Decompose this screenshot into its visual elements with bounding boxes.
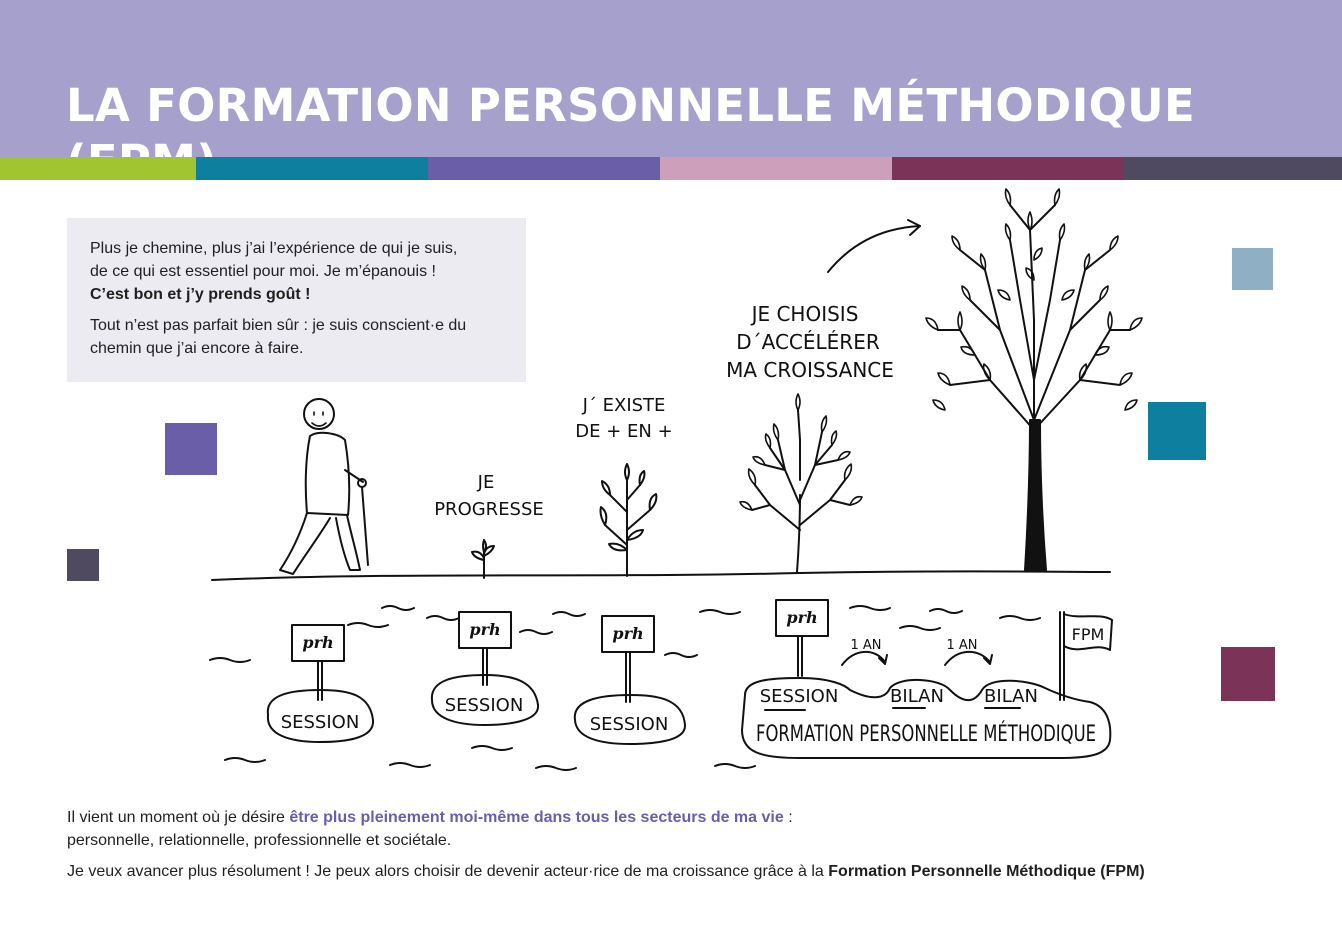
medium-tree (740, 394, 862, 572)
sprout-small (472, 540, 494, 578)
page-title: LA FORMATION PERSONNELLE MÉTHODIQUE (66, 79, 1196, 132)
label-exist-1: J´ EXISTE (582, 395, 666, 416)
session-label-1: SESSION (280, 712, 360, 733)
label-choose-1: JE CHOISIS (751, 302, 859, 326)
growth-arrow (828, 226, 920, 272)
flag-pole (1060, 612, 1064, 700)
footer-paragraph-1 (67, 806, 793, 829)
session-label-4: SESSION (759, 686, 839, 707)
intro-highlight: C’est bon et j’y prends goût ! (90, 286, 311, 303)
session-label-2: SESSION (444, 695, 524, 716)
bilan-label-1: BILAN (890, 686, 944, 707)
sign-logo-1: prh (302, 633, 334, 652)
session-label-3: SESSION (589, 714, 669, 735)
big-tree (926, 189, 1142, 570)
sign-logo-3: prh (612, 624, 644, 643)
walking-person (280, 399, 368, 574)
flag-label: FPM (1071, 625, 1105, 644)
label-choose-3: MA CROISSANCE (726, 358, 894, 382)
label-progress-1: JE (477, 472, 495, 493)
young-plant (601, 464, 657, 576)
label-progress-2: PROGRESSE (434, 499, 544, 520)
fpm-full-label: FORMATION PERSONNELLE MÉTHODIQUE (756, 722, 1212, 747)
label-choose-2: D´ACCÉLÉRER (736, 330, 880, 354)
footer-p2-bold: Formation Personnelle Méthodique (FPM) (828, 863, 1145, 880)
footer-p1-highlight: être plus pleinement moi-même dans tous les secteurs de ma vie (289, 809, 784, 826)
intro-line-2: de ce qui est essentiel pour moi. Je m’épanouis ! (90, 263, 436, 280)
ground-line (212, 571, 1110, 580)
footer-paragraph-2 (67, 860, 1145, 883)
footer-p2-start: Je veux avancer plus résolument ! Je peux alors choisir de devenir acteur·rice de ma croissance grâce à la (67, 863, 829, 880)
sign-logo-4: prh (786, 608, 818, 627)
footer-p1-end: : (783, 809, 793, 826)
year-label-2: 1 AN (946, 638, 978, 653)
bilan-label-2: BILAN (984, 686, 1038, 707)
footer-paragraph-1-line-2: personnelle, relationnelle, professionnelle et sociétale. (67, 832, 452, 849)
footer-p1-start: Il vient un moment où je désire (67, 809, 290, 826)
sign-logo-2: prh (469, 620, 501, 639)
intro-line-3: Tout n’est pas parfait bien sûr : je suis conscient·e du (90, 317, 467, 334)
year-label-1: 1 AN (850, 638, 882, 653)
intro-line-1: Plus je chemine, plus j’ai l’expérience de qui je suis, (90, 240, 458, 257)
label-exist-2: DE + EN + (575, 421, 673, 442)
intro-line-4: chemin que j’ai encore à faire. (90, 340, 304, 357)
